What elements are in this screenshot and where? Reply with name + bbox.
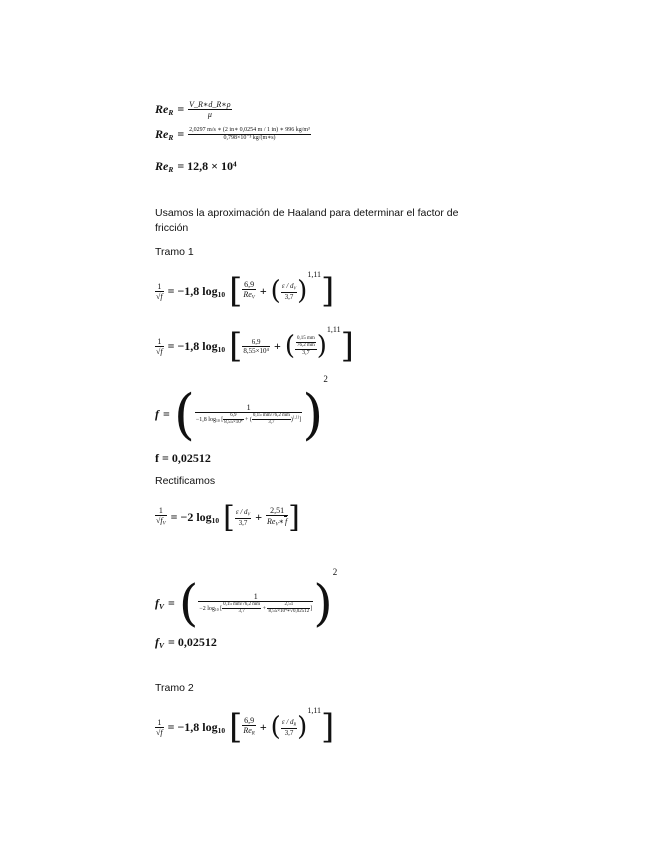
reynolds-substitution: $Re_R$ = $\frac{\text{2,0297 m/s ∗ (2 in∗ 0,0254 m / 1 in) ∗ 996 kg/m³}}{\text{0,798×10⁻³ kg/(m∗s)}}$ — [155, 126, 310, 143]
corrected-friction-result: $f_V = 0,02512$ — [155, 635, 217, 651]
section-heading-rectificamos: Rectificamos — [155, 475, 216, 487]
haaland-substitution-tramo-1: $\frac{1}{√f}$ = −1,8 $\log_{10}$ [ $\frac{6,9}{\text{8,55×10⁴}}$ + ( $\frac{\frac{0,15 mm}{76,2 mm}}{3,7}$ )$^{1,11}$] — [156, 325, 354, 367]
haaland-equation-tramo-1: $\frac{1}{√f}$ = −1,8 $\log_{10}$ [ $\frac{6,9}{Re_V}$ + ( $\frac{\varepsilon / d_V}{3,7}$ )$^{1,11}$] — [156, 270, 335, 312]
haaland-equation-tramo-2: $\frac{1}{√f}$ = −1,8 $\log_{10}$ [ $\frac{6,9}{Re_R}$ + ( $\frac{\varepsilon / d_R}{3,7}$ )$^{1,11}$] — [156, 706, 335, 748]
friction-factor-result: f = 0,02512 — [155, 451, 211, 465]
intro-paragraph: Usamos la aproximación de Haaland para determinar el factor de fricción — [155, 207, 459, 234]
reynolds-definition: $Re_R$ = $\frac{V\_R∗d\_R∗\rho}{\mu}$ — [155, 100, 231, 119]
reynolds-result: $Re_R = 12,8 \times 10^4$ — [155, 159, 237, 175]
re-numerator: V_R∗d_R∗ρ — [189, 100, 231, 109]
colebrook-equation: $\frac{1}{√f_V}$ = −2 $\log_{10}$ [ $\frac{\varepsilon / d_V}{3,7}$ + $\frac{2,51}{Re_V∗f}$ ] — [156, 500, 300, 535]
corrected-friction-expression: $f_V$ = ( 1 −2 $\log_{10}$ [ $\frac{0,15 mm/76,2 mm}{3,7}$ + $\frac{2,51}{\text{8,55×10⁴∗√0,02512}}$ ] )$^2$ — [155, 567, 338, 633]
section-heading-tramo-1: Tramo 1 — [155, 246, 194, 258]
friction-factor-expression: f = ( 1 −1,8 $\log_{10}$ [ $\frac{6,9}{\text{8,55×10⁴}}$ + ( $\frac{0,15 mm/76,2 mm}{3,7}$ )$^{1,11}$] )$^2$ — [155, 374, 328, 446]
section-heading-tramo-2: Tramo 2 — [155, 682, 194, 694]
